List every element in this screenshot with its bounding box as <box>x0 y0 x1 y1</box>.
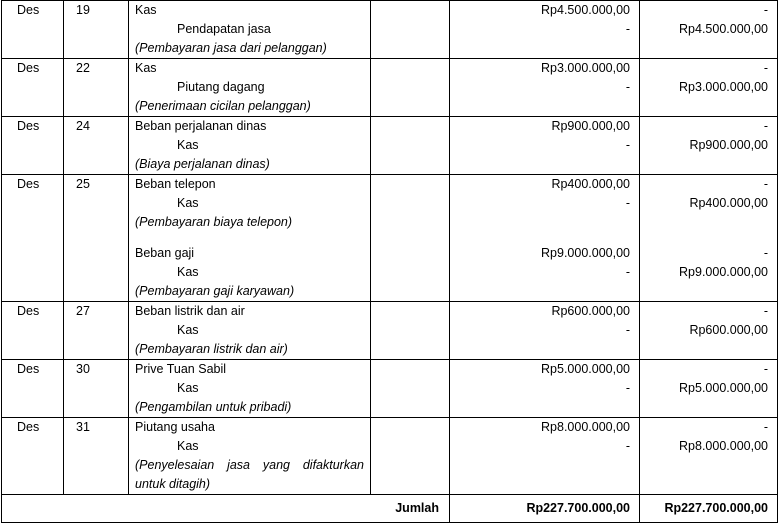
blank-line <box>456 39 630 58</box>
entry-description <box>129 418 371 495</box>
entry-month: Des <box>2 117 64 175</box>
blank-line <box>456 340 630 359</box>
debit-account: Piutang usaha <box>135 420 215 434</box>
blank-line <box>646 97 768 116</box>
total-credit: Rp227.700.000,00 <box>640 495 778 523</box>
entry-month: Des <box>2 59 64 117</box>
credit-amount: Rp9.000.000,00 <box>679 265 768 279</box>
journal-entry-row <box>2 117 778 175</box>
blank-line <box>456 97 630 116</box>
debit-account: Beban perjalanan dinas <box>135 119 267 133</box>
group-gap <box>646 232 768 244</box>
journal-entry-row <box>2 1 778 59</box>
debit-placeholder: - <box>625 196 630 210</box>
credit-amount: Rp5.000.000,00 <box>679 381 768 395</box>
blank-line <box>646 155 768 174</box>
debit-amount: Rp600.000,00 <box>551 304 630 318</box>
entry-reference <box>371 418 450 495</box>
entry-debit <box>450 117 640 175</box>
total-row <box>2 495 778 523</box>
debit-amount: Rp900.000,00 <box>551 119 630 133</box>
entry-description <box>129 360 371 418</box>
credit-placeholder: - <box>763 119 768 133</box>
entry-credit <box>640 175 778 302</box>
debit-placeholder: - <box>625 265 630 279</box>
blank-line <box>456 155 630 174</box>
entry-note: untuk ditagih) <box>135 477 211 491</box>
entry-day: 24 <box>64 117 129 175</box>
debit-amount: Rp9.000.000,00 <box>541 246 630 260</box>
blank-line <box>456 398 630 417</box>
credit-placeholder: - <box>763 420 768 434</box>
note-word: jasa <box>227 458 251 472</box>
credit-placeholder: - <box>763 304 768 318</box>
entry-debit <box>450 175 640 302</box>
blank-line <box>456 456 630 475</box>
blank-line <box>646 475 768 494</box>
entry-credit <box>640 302 778 360</box>
entry-day: 25 <box>64 175 129 302</box>
entry-reference <box>371 1 450 59</box>
blank-line <box>646 398 768 417</box>
blank-line <box>456 282 630 301</box>
credit-account: Kas <box>177 196 199 210</box>
blank-line <box>646 213 768 232</box>
credit-amount: Rp4.500.000,00 <box>679 22 768 36</box>
entry-day: 30 <box>64 360 129 418</box>
group-gap <box>135 232 364 244</box>
entry-description <box>129 59 371 117</box>
entry-note: (Pembayaran listrik dan air) <box>135 342 288 356</box>
journal-entry-row <box>2 302 778 360</box>
debit-placeholder: - <box>625 439 630 453</box>
entry-credit <box>640 1 778 59</box>
blank-line <box>646 340 768 359</box>
entry-debit <box>450 418 640 495</box>
entry-debit <box>450 360 640 418</box>
credit-placeholder: - <box>763 61 768 75</box>
credit-amount: Rp600.000,00 <box>689 323 768 337</box>
entry-month: Des <box>2 302 64 360</box>
entry-day: 19 <box>64 1 129 59</box>
entry-credit <box>640 117 778 175</box>
entry-credit <box>640 59 778 117</box>
debit-amount: Rp3.000.000,00 <box>541 61 630 75</box>
note-word: (Penyelesaian <box>135 458 215 472</box>
credit-placeholder: - <box>763 362 768 376</box>
debit-account: Beban listrik dan air <box>135 304 245 318</box>
entry-month: Des <box>2 360 64 418</box>
credit-account: Kas <box>177 265 199 279</box>
credit-placeholder: - <box>763 3 768 17</box>
debit-account: Kas <box>135 3 157 17</box>
entry-day: 27 <box>64 302 129 360</box>
entry-reference <box>371 360 450 418</box>
group-gap <box>456 232 630 244</box>
debit-account: Beban gaji <box>135 246 195 260</box>
credit-account: Pendapatan jasa <box>177 22 271 36</box>
debit-placeholder: - <box>625 381 630 395</box>
debit-placeholder: - <box>625 323 630 337</box>
entry-note: (Pembayaran gaji karyawan) <box>135 284 295 298</box>
credit-amount: Rp8.000.000,00 <box>679 439 768 453</box>
credit-amount: Rp900.000,00 <box>689 138 768 152</box>
note-word: yang <box>262 458 290 472</box>
journal-table <box>1 0 778 523</box>
entry-month: Des <box>2 1 64 59</box>
entry-month: Des <box>2 418 64 495</box>
debit-amount: Rp8.000.000,00 <box>541 420 630 434</box>
credit-account: Piutang dagang <box>177 80 265 94</box>
entry-reference <box>371 302 450 360</box>
entry-note: (Biaya perjalanan dinas) <box>135 157 270 171</box>
journal-body <box>2 1 778 495</box>
credit-placeholder: - <box>763 177 768 191</box>
debit-account: Beban telepon <box>135 177 216 191</box>
entry-note: (Pembayaran jasa dari pelanggan) <box>135 41 327 55</box>
note-word: difakturkan <box>302 458 364 472</box>
credit-account: Kas <box>177 323 199 337</box>
entry-day: 31 <box>64 418 129 495</box>
debit-placeholder: - <box>625 138 630 152</box>
entry-note: (Pengambilan untuk pribadi) <box>135 400 292 414</box>
entry-reference <box>371 59 450 117</box>
journal-entry-row <box>2 175 778 302</box>
entry-description <box>129 175 371 302</box>
total-label: Jumlah <box>2 495 450 523</box>
debit-amount: Rp4.500.000,00 <box>541 3 630 17</box>
entry-description <box>129 117 371 175</box>
entry-description <box>129 302 371 360</box>
credit-amount: Rp400.000,00 <box>689 196 768 210</box>
debit-amount: Rp400.000,00 <box>551 177 630 191</box>
entry-reference <box>371 117 450 175</box>
journal-entry-row <box>2 360 778 418</box>
entry-credit <box>640 360 778 418</box>
debit-placeholder: - <box>625 80 630 94</box>
entry-credit <box>640 418 778 495</box>
debit-account: Kas <box>135 61 157 75</box>
journal-entry-row <box>2 59 778 117</box>
entry-note <box>135 456 364 475</box>
blank-line <box>646 39 768 58</box>
entry-note: (Penerimaan cicilan pelanggan) <box>135 99 311 113</box>
debit-placeholder: - <box>625 22 630 36</box>
entry-month: Des <box>2 175 64 302</box>
credit-amount: Rp3.000.000,00 <box>679 80 768 94</box>
entry-debit <box>450 1 640 59</box>
credit-account: Kas <box>177 439 199 453</box>
entry-day: 22 <box>64 59 129 117</box>
entry-debit <box>450 59 640 117</box>
blank-line <box>646 456 768 475</box>
debit-amount: Rp5.000.000,00 <box>541 362 630 376</box>
journal-entry-row <box>2 418 778 495</box>
entry-debit <box>450 302 640 360</box>
entry-reference <box>371 175 450 302</box>
credit-account: Kas <box>177 381 199 395</box>
blank-line <box>646 282 768 301</box>
blank-line <box>456 475 630 494</box>
blank-line <box>456 213 630 232</box>
credit-placeholder: - <box>763 246 768 260</box>
total-debit: Rp227.700.000,00 <box>450 495 640 523</box>
entry-description <box>129 1 371 59</box>
debit-account: Prive Tuan Sabil <box>135 362 227 376</box>
entry-note: (Pembayaran biaya telepon) <box>135 215 293 229</box>
credit-account: Kas <box>177 138 199 152</box>
